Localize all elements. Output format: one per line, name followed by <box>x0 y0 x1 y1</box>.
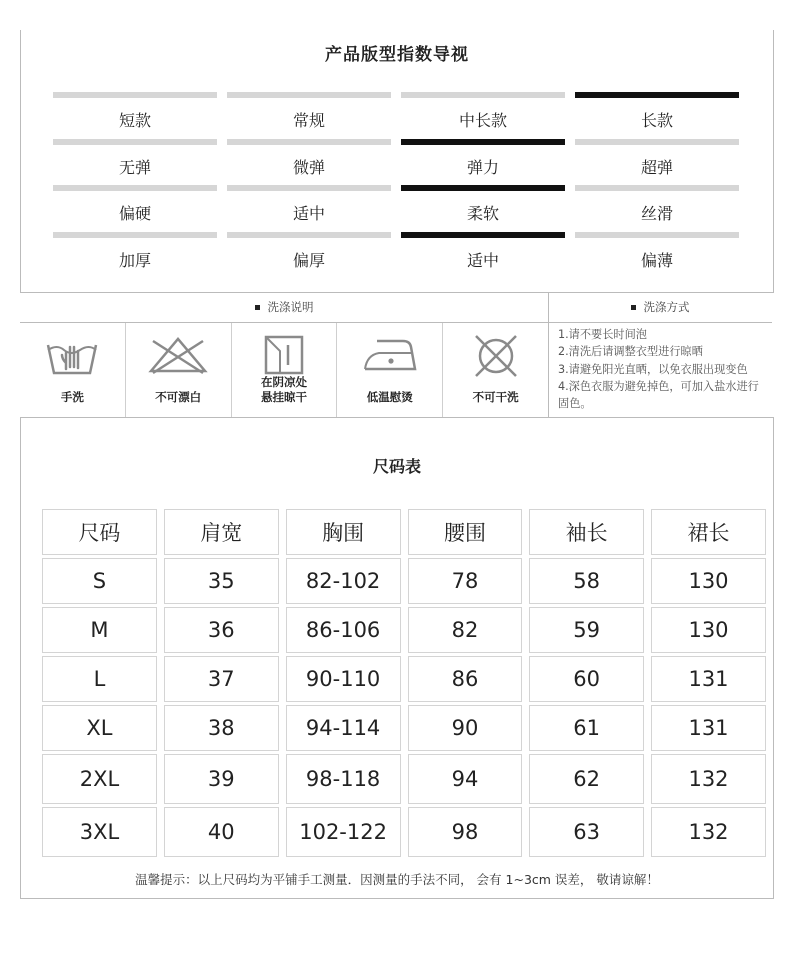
fit-option <box>575 232 739 279</box>
fit-bar <box>401 92 565 98</box>
no-dry-clean-icon <box>470 333 522 379</box>
bullet-square-icon <box>255 305 260 310</box>
fit-bar <box>401 185 565 191</box>
table-cell: 36 <box>164 607 279 653</box>
table-cell: 38 <box>164 705 279 751</box>
table-cell: 58 <box>529 558 644 604</box>
table-header-row <box>42 509 766 555</box>
table-row <box>42 656 766 702</box>
table-cell: 86 <box>408 656 523 702</box>
table-cell: 130 <box>651 558 766 604</box>
table-cell: L <box>42 656 157 702</box>
table-cell: 132 <box>651 807 766 857</box>
fit-option-label: 短款 <box>118 111 151 130</box>
table-cell: 90 <box>408 705 523 751</box>
low-iron-icon <box>357 333 423 379</box>
fit-bar <box>227 232 391 238</box>
table-cell: 61 <box>529 705 644 751</box>
fit-option <box>227 92 391 139</box>
table-cell: 60 <box>529 656 644 702</box>
fit-option-label: 偏厚 <box>292 250 325 270</box>
table-cell: M <box>42 607 157 653</box>
table-cell: 63 <box>529 807 644 857</box>
table-row <box>42 705 766 751</box>
care-item-label: 手洗 <box>60 390 84 404</box>
fit-bar <box>53 92 217 98</box>
fit-option <box>227 139 391 186</box>
fit-guide-grid <box>53 92 741 278</box>
fit-option-label: 常规 <box>292 111 325 130</box>
table-row <box>42 607 766 653</box>
fit-option <box>401 92 565 139</box>
care-item <box>337 323 443 417</box>
care-tip: 4.深色衣服为避免掉色，可加入盐水进行固色。 <box>558 379 759 411</box>
size-note: 温馨提示：以上尺码均为平铺手工测量．因测量的手法不同， 会有 1~3cm 误差， 敬请谅解！ <box>135 872 659 887</box>
care-tips <box>558 326 770 412</box>
size-table <box>35 506 773 860</box>
care-item <box>20 323 126 417</box>
table-cell: 2XL <box>42 754 157 804</box>
column-header: 裙长 <box>651 509 766 555</box>
fit-option-label: 无弹 <box>118 157 151 177</box>
fit-bar <box>53 232 217 238</box>
fit-option <box>53 92 217 139</box>
care-tip: 1.请不要长时间泡 <box>558 328 647 341</box>
fit-option-label: 偏薄 <box>640 250 673 270</box>
size-chart-panel <box>20 417 774 899</box>
fit-option-label: 长款 <box>640 111 673 130</box>
table-cell: 82-102 <box>286 558 401 604</box>
care-tip: 2.清洗后请调整衣型进行晾晒 <box>558 345 703 359</box>
care-method-heading <box>549 292 771 322</box>
table-cell: XL <box>42 705 157 751</box>
fit-row-length <box>53 92 741 139</box>
fit-option <box>227 232 391 279</box>
table-cell: 35 <box>164 558 279 604</box>
size-chart-title: 尺码表 <box>372 457 421 476</box>
table-cell: 130 <box>651 607 766 653</box>
no-bleach-icon <box>145 333 211 379</box>
care-wash-heading-text: 洗涤说明 <box>267 300 314 314</box>
table-cell: 98-118 <box>286 754 401 804</box>
fit-bar <box>575 185 739 191</box>
fit-guide-panel <box>20 30 774 293</box>
hand-wash-icon <box>42 333 102 379</box>
column-header: 胸围 <box>286 509 401 555</box>
fit-row-softness <box>53 185 741 232</box>
table-cell: 98 <box>408 807 523 857</box>
fit-bar <box>575 92 739 98</box>
fit-bar <box>575 232 739 238</box>
fit-guide-title: 产品版型指数导视 <box>325 45 469 65</box>
column-header: 袖长 <box>529 509 644 555</box>
column-header: 肩宽 <box>164 509 279 555</box>
table-cell: 94-114 <box>286 705 401 751</box>
table-cell: 132 <box>651 754 766 804</box>
fit-bar <box>575 139 739 145</box>
fit-option-label: 中长款 <box>458 111 507 130</box>
care-item-label: 低温慰烫 <box>366 390 413 404</box>
fit-bar <box>401 232 565 238</box>
care-icons-row <box>20 323 548 417</box>
fit-option-label: 微弹 <box>292 157 325 177</box>
fit-bar <box>227 139 391 145</box>
care-item <box>126 323 232 417</box>
table-cell: 131 <box>651 705 766 751</box>
fit-option <box>53 139 217 186</box>
table-cell: 94 <box>408 754 523 804</box>
fit-option-label: 超弹 <box>640 157 673 177</box>
fit-row-thickness <box>53 232 741 279</box>
column-header: 尺码 <box>42 509 157 555</box>
table-cell: 39 <box>164 754 279 804</box>
table-cell: 82 <box>408 607 523 653</box>
care-item-label: 不可干洗 <box>472 390 519 404</box>
fit-option <box>575 185 739 232</box>
fit-option <box>401 139 565 186</box>
care-item <box>443 323 548 417</box>
fit-option <box>227 185 391 232</box>
fit-option-label: 加厚 <box>118 250 151 270</box>
fit-option-label: 弹力 <box>466 157 499 177</box>
fit-option-label: 偏硬 <box>118 204 151 223</box>
fit-bar <box>53 139 217 145</box>
table-row <box>42 754 766 804</box>
table-row <box>42 807 766 857</box>
fit-option-label: 适中 <box>292 204 325 223</box>
bullet-square-icon <box>631 305 636 310</box>
column-header: 腰围 <box>408 509 523 555</box>
fit-bar <box>227 92 391 98</box>
care-tip: 3.请避免阳光直晒，以免衣服出现变色 <box>558 362 748 376</box>
table-cell: 102-122 <box>286 807 401 857</box>
fit-option <box>53 232 217 279</box>
care-wash-heading <box>20 292 548 322</box>
table-cell: 62 <box>529 754 644 804</box>
table-cell: 131 <box>651 656 766 702</box>
table-cell: S <box>42 558 157 604</box>
fit-bar <box>227 185 391 191</box>
fit-option-label: 柔软 <box>466 204 499 223</box>
fit-option-label: 适中 <box>466 250 499 270</box>
table-cell: 86-106 <box>286 607 401 653</box>
table-cell: 3XL <box>42 807 157 857</box>
table-cell: 90-110 <box>286 656 401 702</box>
fit-row-stretch <box>53 139 741 186</box>
fit-option <box>575 92 739 139</box>
divider <box>548 292 549 417</box>
table-cell: 78 <box>408 558 523 604</box>
fit-option <box>53 185 217 232</box>
fit-bar <box>401 139 565 145</box>
shade-hang-dry-icon <box>262 333 306 377</box>
fit-option <box>575 139 739 186</box>
care-item-label: 不可漂白 <box>155 390 202 404</box>
fit-option <box>401 185 565 232</box>
fit-bar <box>53 185 217 191</box>
care-item <box>232 323 338 417</box>
care-item-label: 在阴凉处 悬挂晾干 <box>260 375 307 404</box>
table-cell: 59 <box>529 607 644 653</box>
care-method-heading-text: 洗涤方式 <box>643 300 690 314</box>
table-cell: 37 <box>164 656 279 702</box>
fit-option-label: 丝滑 <box>640 204 673 223</box>
table-cell: 40 <box>164 807 279 857</box>
fit-option <box>401 232 565 279</box>
table-row <box>42 558 766 604</box>
